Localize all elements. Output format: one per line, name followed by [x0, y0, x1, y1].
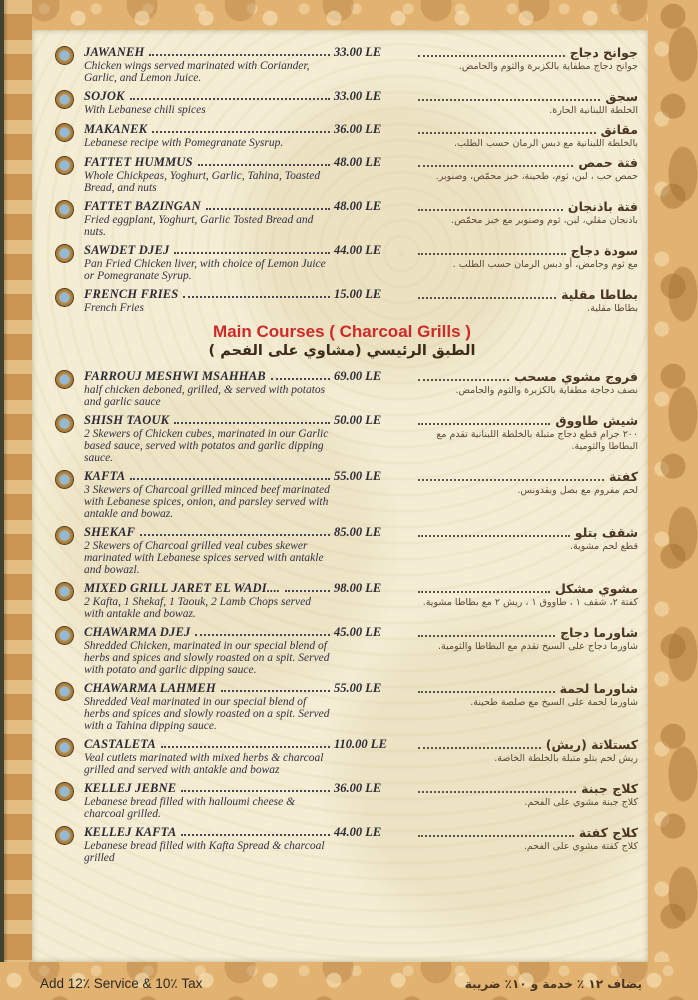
section-header [46, 322, 638, 361]
item-name-en: FARROUJ MESHWI MSAHHAB [84, 369, 266, 383]
item-english-block [84, 244, 332, 282]
menu-item-row [46, 156, 638, 194]
item-price: 55.00 LE [334, 681, 382, 695]
item-desc-ar: باذنجان مقلي، لبن، ثوم وصنوبر مع خبز محمّص. [451, 215, 638, 226]
item-arabic-block [414, 682, 638, 709]
item-desc-en: Lebanese bread filled with Kafta Spread & charcoal grilled [84, 840, 325, 864]
item-english-block [84, 370, 332, 408]
restaurant-seal-icon [56, 827, 73, 844]
item-price: 50.00 LE [334, 413, 382, 427]
item-price: 110.00 LE [334, 737, 387, 751]
item-price: 85.00 LE [334, 525, 382, 539]
item-desc-en: French Fries [84, 302, 144, 314]
item-icon-cell [46, 200, 84, 218]
item-desc-ar: كلاج جبنة مشوي على الفحم. [524, 797, 638, 808]
right-ornament-band [648, 0, 698, 1000]
item-desc-ar: بالخلطة اللبنانية مع دبس الرمان حسب الطلب. [454, 138, 638, 149]
dotted-leader-ar [418, 479, 604, 481]
item-desc-en: With Lebanese chili spices [84, 104, 206, 116]
item-desc-en: Shredded Veal marinated in our special blend of herbs and spices and slowly roasted on a spit. Served with a Tahina dipping sauce. [84, 696, 330, 732]
item-desc-ar: كفتة ٢، شقف ١ ، طاووق ١ ، ريش ٢ مع بطاطا مشوية. [422, 597, 638, 608]
restaurant-seal-icon [56, 47, 73, 64]
item-english-block [84, 288, 332, 314]
item-arabic-block [414, 470, 638, 497]
item-desc-ar: قطع لحم مشوية. [569, 541, 638, 552]
item-english-block [84, 414, 332, 464]
dotted-leader [130, 478, 330, 480]
dotted-leader [221, 690, 330, 692]
dotted-leader-ar [418, 747, 541, 749]
dotted-leader [130, 98, 330, 100]
item-name-en: KAFTA [84, 469, 126, 483]
item-price: 15.00 LE [334, 287, 382, 301]
item-name-ar: سجق [605, 89, 638, 104]
dotted-leader [181, 790, 330, 792]
item-name-ar: فروج مشوي مسحب [514, 369, 638, 384]
item-name-ar: فتة باذنجان [567, 199, 638, 214]
dotted-leader [149, 54, 330, 56]
item-name-ar: كستلاتة (ريش) [545, 737, 638, 752]
dotted-leader-ar [418, 209, 563, 211]
item-name-ar: مشوي مشكل [555, 581, 638, 596]
dotted-leader [161, 746, 330, 748]
item-name-ar: جوانح دجاج [569, 45, 638, 60]
item-icon-cell [46, 46, 84, 64]
item-arabic-block [414, 156, 638, 183]
item-price: 33.00 LE [334, 45, 382, 59]
item-english-block [84, 826, 332, 864]
item-price: 69.00 LE [334, 369, 382, 383]
service-note-en: Add 12٪ Service & 10٪ Tax [40, 976, 203, 991]
dotted-leader [183, 296, 330, 298]
menu-item-row [46, 626, 638, 676]
item-name-en: MAKANEK [84, 122, 148, 136]
item-price: 36.00 LE [334, 122, 382, 136]
dotted-leader [140, 534, 330, 536]
item-desc-ar: لحم مفروم مع بصل وبقدونس. [517, 485, 638, 496]
item-name-ar: مقانق [600, 122, 638, 137]
item-price: 36.00 LE [334, 781, 382, 795]
item-desc-en: Whole Chickpeas, Yoghurt, Garlic, Tahina, Toasted Bread, and nuts [84, 170, 321, 194]
item-desc-ar: شاورما دجاج على السيخ تقدم مع البطاطا والثومية. [438, 641, 638, 652]
item-icon-cell [46, 782, 84, 800]
dotted-leader [285, 590, 330, 592]
service-note-ar: يضاف ١٢ ٪ خدمة و ١٠٪ ضريبة [464, 977, 642, 991]
restaurant-seal-icon [56, 289, 73, 306]
menu-item-row [46, 288, 638, 315]
dotted-leader [174, 252, 330, 254]
restaurant-seal-icon [56, 627, 73, 644]
item-desc-ar: الخلطة اللبنانية الحارة. [549, 105, 638, 116]
item-name-ar: شيش طاووق [555, 413, 638, 428]
item-english-block [84, 782, 332, 820]
menu-item-row [46, 244, 638, 282]
item-icon-cell [46, 682, 84, 700]
restaurant-seal-icon [56, 201, 73, 218]
dotted-leader [198, 164, 330, 166]
restaurant-seal-icon [56, 371, 73, 388]
menu-item-row [46, 526, 638, 576]
item-desc-en: Shredded Chicken, marinated in our special blend of herbs and spices and slowly roasted on a spit. Served with potato and garlic dipping sauce. [84, 640, 330, 676]
item-name-ar: شاورما دجاج [560, 625, 638, 640]
item-icon-cell [46, 738, 84, 756]
dotted-leader-ar [418, 591, 550, 593]
item-name-ar: شاورما لحمة [559, 681, 638, 696]
section-title-ar: الطبق الرئيسي (مشاوي على الفحم ) [208, 343, 476, 359]
restaurant-seal-icon [56, 415, 73, 432]
item-name-en: SAWDET DJEJ [84, 243, 170, 257]
item-name-ar: كفتة [609, 469, 638, 484]
dotted-leader [206, 208, 330, 210]
item-arabic-block [414, 123, 638, 150]
restaurant-seal-icon [56, 245, 73, 262]
item-desc-en: Lebanese bread filled with halloumi cheese & charcoal grilled. [84, 796, 296, 820]
item-desc-ar: نصف دجاجة مطفاية بالكزبرة والثوم والحامض. [455, 385, 638, 396]
item-price: 44.00 LE [334, 825, 382, 839]
dotted-leader-ar [418, 253, 566, 255]
item-desc-en: Fried eggplant, Yoghurt, Garlic Tosted Bread and nuts. [84, 214, 314, 238]
restaurant-seal-icon [56, 783, 73, 800]
dotted-leader-ar [418, 691, 555, 693]
item-name-en: KELLEJ KAFTA [84, 825, 177, 839]
item-desc-en: Chicken wings served marinated with Coriander, Garlic, and Lemon Juice. [84, 60, 310, 84]
dotted-leader [271, 378, 330, 380]
footer [0, 968, 698, 1000]
item-arabic-block [414, 370, 638, 397]
item-arabic-block [414, 738, 638, 765]
item-name-en: FRENCH FRIES [84, 287, 179, 301]
menu-item-row [46, 46, 638, 84]
menu-page [32, 30, 648, 962]
item-desc-ar: جوانح دجاج مطفاية بالكزبرة والثوم والحامض. [458, 61, 638, 72]
item-english-block [84, 582, 332, 620]
menu-item-row [46, 582, 638, 620]
item-icon-cell [46, 288, 84, 306]
item-price: 48.00 LE [334, 199, 382, 213]
item-price: 55.00 LE [334, 469, 382, 483]
item-desc-ar: شاورما لحمة على السيخ مع صلصة طحينة. [470, 697, 638, 708]
item-desc-ar: كلاج كفتة مشوي على الفحم. [523, 841, 638, 852]
menu-item-row [46, 682, 638, 732]
item-name-en: CHAWARMA DJEJ [84, 625, 191, 639]
item-icon-cell [46, 123, 84, 141]
dotted-leader-ar [418, 132, 596, 134]
item-english-block [84, 200, 332, 238]
top-ornament-band [0, 0, 698, 30]
item-arabic-block [414, 582, 638, 609]
menu-item-row [46, 370, 638, 408]
item-name-en: CASTALETA [84, 737, 156, 751]
item-arabic-block [414, 826, 638, 853]
menu-item-row [46, 826, 638, 864]
item-name-en: SHEKAF [84, 525, 136, 539]
item-arabic-block [414, 200, 638, 227]
dotted-leader-ar [418, 379, 509, 381]
menu-item-row [46, 782, 638, 820]
item-english-block [84, 626, 332, 676]
item-english-block [84, 90, 332, 116]
item-english-block [84, 123, 332, 149]
item-icon-cell [46, 370, 84, 388]
menu-item-row [46, 200, 638, 238]
item-desc-ar: حمص حب ، لبن، ثوم، طحينة، خبز محمّص، وصنوبر. [435, 171, 638, 182]
menu-item-row [46, 738, 638, 776]
menu-item-row [46, 123, 638, 150]
item-icon-cell [46, 156, 84, 174]
item-desc-en: half chicken deboned, grilled, & served with potatos and garlic sauce [84, 384, 326, 408]
menu-item-row [46, 90, 638, 117]
dotted-leader [181, 834, 330, 836]
item-arabic-block [414, 244, 638, 271]
dotted-leader-ar [418, 55, 565, 57]
section-title-en: Main Courses ( Charcoal Grills ) [213, 322, 471, 341]
item-arabic-block [414, 90, 638, 117]
menu-item-row [46, 470, 638, 520]
item-english-block [84, 682, 332, 732]
item-desc-en: 2 Skewers of Charcoal grilled veal cubes skewer marinated with Lebanese spices served with antakle and bowazl. [84, 540, 324, 576]
restaurant-seal-icon [56, 471, 73, 488]
item-icon-cell [46, 582, 84, 600]
item-english-block [84, 46, 332, 84]
item-name-en: SHISH TAOUK [84, 413, 170, 427]
item-price: 33.00 LE [334, 89, 382, 103]
item-name-en: SOJOK [84, 89, 125, 103]
item-desc-ar: بطاطا مقلية. [587, 303, 638, 314]
item-desc-ar: مع ثوم وحامض، أو دبس الرمان حسب الطلب . [452, 259, 638, 270]
item-desc-ar: ريش لحم بتلو متبلة بالخلطة الخاصة. [494, 753, 638, 764]
dotted-leader [152, 131, 330, 133]
item-icon-cell [46, 414, 84, 432]
item-name-ar: شقف بتلو [574, 525, 638, 540]
item-arabic-block [414, 526, 638, 553]
left-spine-band [0, 0, 32, 1000]
dotted-leader-ar [418, 99, 600, 101]
restaurant-seal-icon [56, 124, 73, 141]
item-name-ar: كلاج جبنة [581, 781, 638, 796]
item-price: 44.00 LE [334, 243, 382, 257]
restaurant-seal-icon [56, 739, 73, 756]
item-name-en: MIXED GRILL JARET EL WADI.... [84, 581, 281, 595]
item-desc-en: Pan Fried Chicken liver, with choice of Lemon Juice or Pomegranate Syrup. [84, 258, 326, 282]
item-name-en: FATTET BAZINGAN [84, 199, 201, 213]
restaurant-seal-icon [56, 683, 73, 700]
restaurant-seal-icon [56, 91, 73, 108]
dotted-leader-ar [418, 535, 570, 537]
dotted-leader-ar [418, 165, 573, 167]
item-icon-cell [46, 244, 84, 262]
item-name-en: CHAWARMA LAHMEH [84, 681, 216, 695]
item-desc-ar: ٢٠٠ جرام قطع دجاج متبلة بالخلطة اللبنانية تقدم مع البطاطا والثومية. [436, 429, 638, 452]
item-name-ar: بطاطا مقلية [561, 287, 638, 302]
menu-item-row [46, 414, 638, 464]
item-arabic-block [414, 46, 638, 73]
item-english-block [84, 156, 332, 194]
item-price: 45.00 LE [334, 625, 382, 639]
dotted-leader-ar [418, 635, 555, 637]
item-desc-en: 2 Skewers of Chicken cubes, marinated in our Garlic based sauce, served with potatos and garlic dipping sauce. [84, 428, 329, 464]
item-english-block [84, 526, 332, 576]
item-arabic-block [414, 288, 638, 315]
dotted-leader-ar [418, 791, 576, 793]
item-icon-cell [46, 470, 84, 488]
item-desc-en: 3 Skewers of Charcoal grilled minced beef marinated with Lebanese spices, onion, and parsley served with antakle and bowaz. [84, 484, 330, 520]
item-price: 48.00 LE [334, 155, 382, 169]
item-desc-en: Veal cutlets marinated with mixed herbs & charcoal grilled and served with antakle and bowaz [84, 752, 324, 776]
item-name-en: KELLEJ JEBNE [84, 781, 177, 795]
dotted-leader-ar [418, 423, 550, 425]
item-icon-cell [46, 90, 84, 108]
item-english-block [84, 738, 332, 776]
dotted-leader-ar [418, 297, 556, 299]
item-name-en: FATTET HUMMUS [84, 155, 193, 169]
item-icon-cell [46, 826, 84, 844]
restaurant-seal-icon [56, 583, 73, 600]
item-price: 98.00 LE [334, 581, 382, 595]
restaurant-seal-icon [56, 527, 73, 544]
item-icon-cell [46, 626, 84, 644]
dotted-leader [174, 422, 330, 424]
item-english-block [84, 470, 332, 520]
item-arabic-block [414, 626, 638, 653]
dotted-leader [195, 634, 330, 636]
item-desc-en: Lebanese recipe with Pomegranate Sysrup. [84, 137, 284, 149]
item-desc-en: 2 Kafta, 1 Shekaf, 1 Taouk, 2 Lamb Chops served with antakle and bowaz. [84, 596, 312, 620]
dotted-leader-ar [418, 835, 574, 837]
item-arabic-block [414, 782, 638, 809]
item-name-en: JAWANEH [84, 45, 145, 59]
item-icon-cell [46, 526, 84, 544]
item-name-ar: فتة حمص [578, 155, 638, 170]
item-name-ar: سودة دجاج [570, 243, 638, 258]
item-name-ar: كلاج كفتة [578, 825, 638, 840]
restaurant-seal-icon [56, 157, 73, 174]
item-arabic-block [414, 414, 638, 453]
